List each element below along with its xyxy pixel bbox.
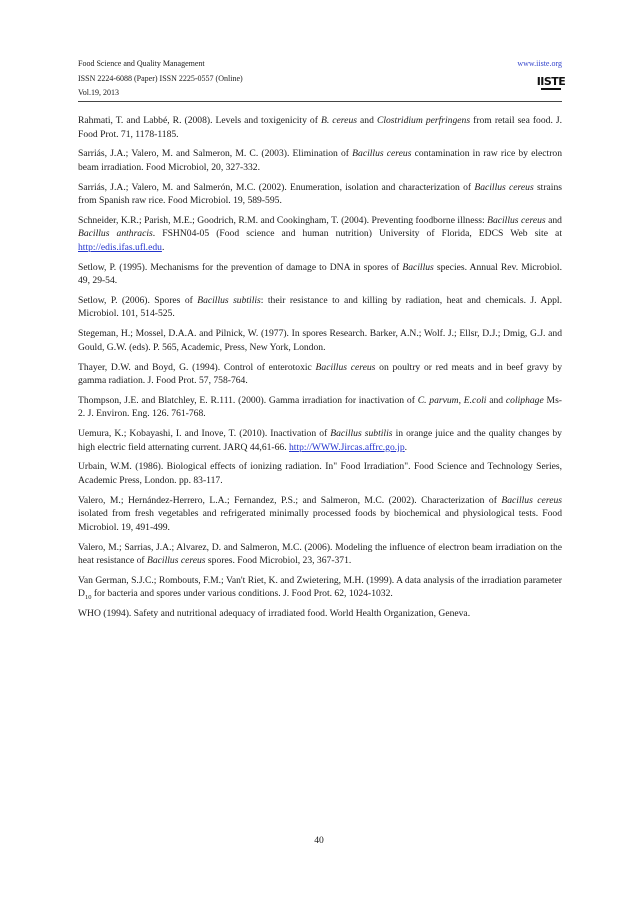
logo-underline — [541, 88, 561, 90]
issn-line: ISSN 2224-6088 (Paper) ISSN 2225-0557 (Online) — [78, 73, 243, 83]
reference-item: Valero, M.; Sarrias, J.A.; Alvarez, D. and Salmeron, M.C. (2006). Modeling the influence of electron beam irradiation on the heat resistance of Bacillus cereus spores. Food Microbiol, 23, 367-371. — [78, 541, 562, 567]
reference-item: Thompson, J.E. and Blatchley, E. R.111. (2000). Gamma irradiation for inactivation of C. parvum, E.coli and coliphage Ms-2. J. Environ. Eng. 126. 761-768. — [78, 394, 563, 420]
reference-item: Stegeman, H.; Mossel, D.A.A. and Pilnick, W. (1977). In spores Research. Barker, A.N.; Wolf. J.; Ellsr, D.J.; Dmig, G.J. and Gould, G.W. (eds). P. 565, Academic, Press, New York, London. — [78, 328, 562, 353]
reference-item: Setlow, P. (1995). Mechanisms for the prevention of damage to DNA in spores of Bacillus species. Annual Rev. Microbiol. 49, 29-54. — [78, 261, 562, 287]
reference-item: Van German, S.J.C.; Rombouts, F.M.; Van't Riet, K. and Zwietering, M.H. (1999). A data analysis of the irradiation parameter $D_{10}$ for bacteria and spores under various conditions. J. Food Prot. 62, 1024-1032. — [78, 574, 562, 602]
reference-item: Valero, M.; Hernández-Herrero, L.A.; Fernandez, P.S.; and Salmeron, M.C. (2002). Characterization of Bacillus cereus isolated from fresh vegetables and refrigerated minimally processed foods by biochemical and physiological tests. Food Microbiol. 19, 491-499. — [78, 494, 562, 533]
journal-title: Food Science and Quality Management — [78, 59, 205, 68]
reference-item: Sarriás, J.A.; Valero, M. and Salmerón, M.C. (2002). Enumeration, isolation and characterization of Bacillus cereus strains from Spanish raw rice. Food Microbiol. 19, 589-595. — [78, 181, 562, 207]
reference-link[interactable]: http://edis.ifas.ufl.edu — [78, 241, 162, 253]
logo-text: IISTE — [536, 74, 566, 88]
reference-item: Setlow, P. (2006). Spores of Bacillus subtilis: their resistance to and killing by radiation, heat and chemicals. J. Appl. Microbiol. 101, 514-525. — [78, 294, 562, 320]
iiste-logo — [536, 72, 566, 93]
reference-item: Schneider, K.R.; Parish, M.E.; Goodrich, R.M. and Cookingham, T. (2004). Preventing foodborne illness: Bacillus cereus and Bacillus anthracis. FSHN04-05 (Food science and human nutrition) University of Florida, EDCS Web site at http://edis.ifas.ufl.edu. — [78, 214, 562, 253]
reference-link[interactable]: http://WWW.Jircas.affrc.go.jp — [289, 441, 405, 453]
journal-url-link[interactable]: www.iiste.org — [517, 59, 562, 68]
volume-line: Vol.19, 2013 — [78, 88, 119, 97]
reference-item: WHO (1994). Safety and nutritional adequacy of irradiated food. World Health Organization, Geneva. — [78, 608, 471, 620]
reference-item: Uemura, K.; Kobayashi, I. and Inove, T. (2010). Inactivation of Bacillus subtilis in orange juice and the quality changes by high electric field atternating current. JARQ 44,61-66. http://WWW.Jircas.affrc.go.jp. — [78, 428, 562, 453]
header-divider — [78, 101, 562, 102]
page-number: 40 — [314, 835, 324, 846]
page-header — [78, 57, 566, 101]
reference-list — [78, 114, 562, 627]
reference-item: Sarriás, J.A.; Valero, M. and Salmeron, M. C. (2003). Elimination of Bacillus cereus contamination in raw rice by electron beam irradiation. Food Microbiol, 20, 327-332. — [78, 148, 563, 173]
reference-item: Thayer, D.W. and Boyd, G. (1994). Control of enterotoxic Bacillus cereus on poultry or red meats and in beef gravy by gamma radiation. J. Food Prot. 57, 758-764. — [78, 361, 563, 387]
reference-item: Urbain, W.M. (1986). Biological effects of ionizing radiation. In" Food Irradiation". Food Science and Technology Series, Academic Press, London. pp. 83-117. — [78, 461, 562, 486]
reference-item: Rahmati, T. and Labbé, R. (2008). Levels and toxigenicity of B. cereus and Clostridium perfringens from retail sea food. J. Food Prot. 71, 1178-1185. — [78, 115, 563, 140]
